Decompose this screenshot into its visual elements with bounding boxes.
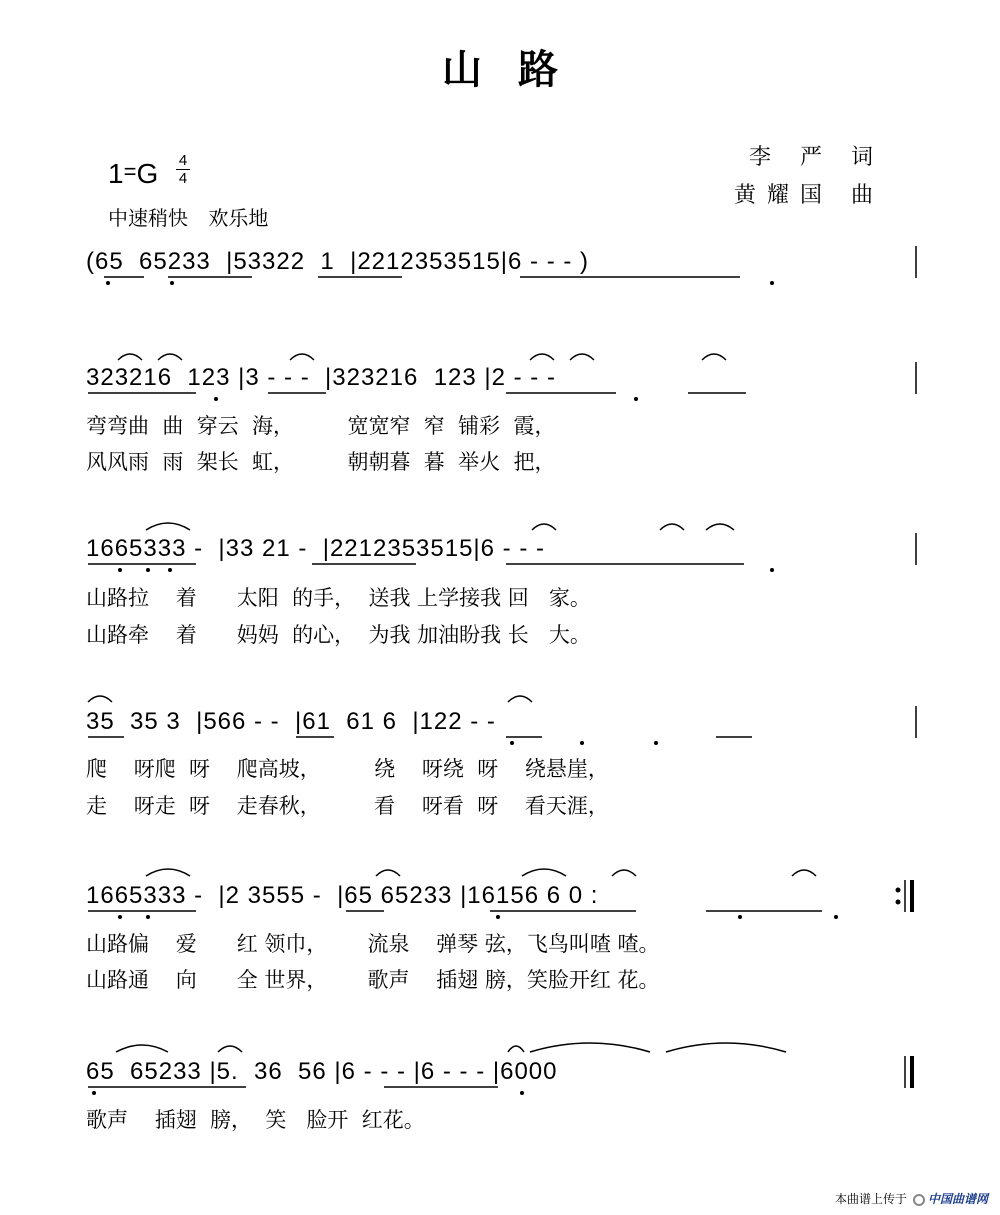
footer-text: 本曲谱上传于 [834, 1192, 907, 1206]
slur [88, 696, 112, 702]
slur [218, 1046, 242, 1052]
page-title: 山路 [442, 46, 594, 93]
octave-dot [146, 568, 150, 572]
score-line-4-lyric-2: 走 呀走 呀 走春秋， 看 呀看 呀 看天涯， [86, 794, 609, 818]
slur [612, 870, 636, 876]
score-line-2-notes: 323216 123 |3 - - - |323216 123 |2 - - - [86, 364, 564, 391]
key-prefix: 1 [108, 158, 124, 189]
time-denominator: 4 [176, 169, 190, 187]
octave-dot [118, 915, 122, 919]
octave-dot [170, 281, 174, 285]
slur [522, 869, 566, 876]
octave-dot [634, 397, 638, 401]
octave-dot [118, 568, 122, 572]
key-equals: = [123, 159, 137, 184]
tempo-marking: 中速稍快 欢乐地 [108, 206, 269, 230]
score-line-1-notes: (65 65233 |53322 1 |2212353515|6 - - - ) [86, 248, 590, 275]
score-line-4-lyric-1: 爬 呀爬 呀 爬高坡， 绕 呀绕 呀 绕悬崖， [86, 757, 609, 781]
score-line-3-lyric-2: 山路牵 着 妈妈 的心， 为我 加油盼我 长 大。 [86, 623, 591, 647]
score-line-3-notes: 1665333 - |33 21 - |2212353515|6 - - - [86, 535, 553, 562]
score-line-5-lyric-1: 山路偏 爱 红 领巾， 流泉 弹琴 弦，飞鸟叫喳 喳。 [86, 932, 660, 956]
time-numerator: 4 [178, 152, 188, 169]
repeat-dot [896, 888, 901, 893]
octave-dot [496, 915, 500, 919]
slur [532, 524, 556, 530]
score-line-2-lyric-1: 弯弯曲 曲 穿云 海， 宽宽窄 窄 铺彩 霞， [86, 414, 556, 438]
slur [702, 354, 726, 360]
slur [146, 869, 190, 876]
octave-dot [738, 915, 742, 919]
slur [792, 870, 816, 876]
slur [508, 1046, 524, 1052]
repeat-dot [896, 900, 901, 905]
octave-dot [510, 741, 514, 745]
slur [666, 1043, 786, 1052]
octave-dot [146, 915, 150, 919]
composer-credit: 黄耀国 曲 [734, 183, 884, 208]
score-line-6-notes: 65 65233 |5. 36 56 |6 - - - |6 - - - |6000 [86, 1058, 558, 1085]
slur [508, 696, 532, 702]
score-line-6-lyric-1: 歌声 插翅 膀， 笑 脸开 红花。 [86, 1108, 425, 1132]
slur [706, 524, 734, 530]
key-note: G [136, 158, 159, 189]
slur [530, 354, 554, 360]
slur [570, 354, 594, 360]
score-line-4-notes: 35 35 3 |566 - - |61 61 6 |122 - - [86, 708, 504, 735]
footer-site-name: 中国曲谱网 [927, 1192, 988, 1206]
score-line-3-lyric-1: 山路拉 着 太阳 的手， 送我 上学接我 回 家。 [86, 586, 591, 610]
octave-dot [106, 281, 110, 285]
slur [158, 354, 182, 360]
score-line-2-lyric-2: 风风雨 雨 架长 虹， 朝朝暮 暮 举火 把， [86, 450, 556, 474]
footer-attribution [835, 1190, 988, 1207]
slur [118, 354, 142, 360]
octave-dot [770, 568, 774, 572]
octave-dot [770, 281, 774, 285]
octave-dot [580, 741, 584, 745]
slur [290, 354, 314, 360]
octave-dot [168, 568, 172, 572]
slur [116, 1045, 168, 1052]
octave-dot [214, 397, 218, 401]
score-line-5-notes: 1665333 - |2 3555 - |65 65233 |16156 6 0 : [86, 882, 599, 909]
lyricist-credit: 李 严 词 [749, 145, 884, 170]
slur [530, 1043, 650, 1052]
octave-dot [654, 741, 658, 745]
score-line-5-lyric-2: 山路通 向 全 世界， 歌声 插翅 膀，笑脸开红 花。 [86, 968, 660, 992]
slur [146, 523, 190, 530]
slur [376, 870, 400, 876]
site-logo-icon [913, 1194, 925, 1206]
octave-dot [834, 915, 838, 919]
octave-dot [92, 1091, 96, 1095]
slur [660, 524, 684, 530]
octave-dot [520, 1091, 524, 1095]
